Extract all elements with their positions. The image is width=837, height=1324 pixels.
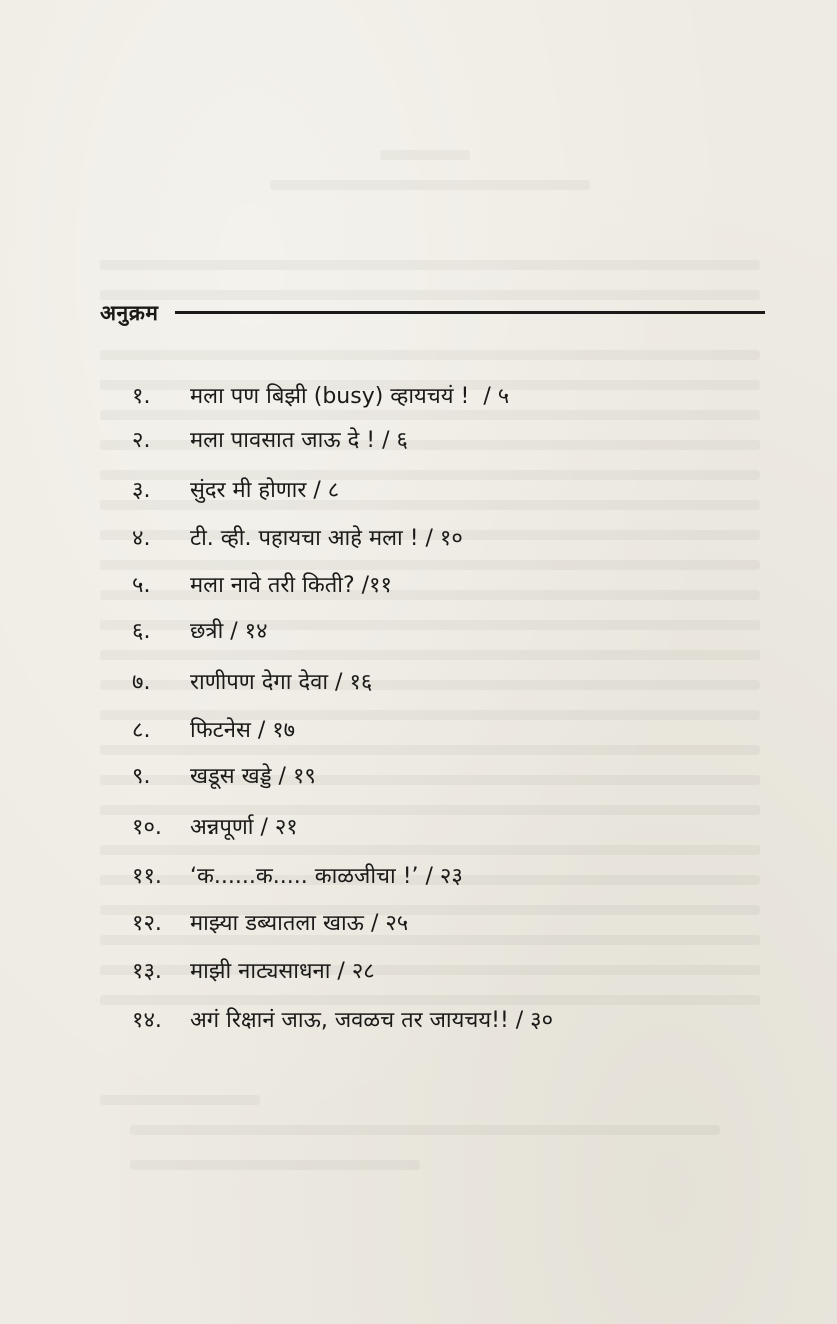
toc-entry	[132, 759, 316, 795]
entry-number: १.	[132, 384, 151, 409]
entry-title: मला पावसात जाऊ दे ! / ६	[190, 428, 408, 453]
toc-entry	[132, 954, 375, 990]
toc-entry	[132, 713, 295, 749]
toc-entry	[132, 810, 298, 846]
toc-entry	[132, 568, 392, 604]
entry-title: छत्री / १४	[190, 619, 268, 644]
toc-entry	[132, 614, 268, 650]
entry-title: फिटनेस / १७	[190, 718, 296, 743]
entry-title: टी. व्ही. पहायचा आहे मला ! / १०	[190, 526, 463, 551]
toc-title: अनुक्रम	[100, 301, 159, 325]
toc-entry	[132, 906, 408, 942]
entry-title: माझ्या डब्यातला खाऊ / २५	[190, 911, 409, 936]
entry-title: ‘क......क..... काळजीचा !’ / २३	[190, 864, 463, 889]
entry-title: सुंदर मी होणार / ८	[190, 478, 340, 503]
toc-entry	[132, 423, 408, 459]
entry-number: ९.	[132, 764, 151, 789]
entry-number: ७.	[132, 670, 151, 695]
toc-entry	[132, 379, 509, 415]
entry-title: खडूस खड्डे / १९	[190, 764, 316, 789]
toc-entry	[132, 473, 339, 509]
entry-title: अन्नपूर्णा / २१	[190, 815, 298, 840]
entry-title: राणीपण देगा देवा / १६	[190, 670, 373, 695]
entry-number: १२.	[132, 911, 162, 936]
entry-page: / ५	[483, 384, 510, 409]
toc-entry	[132, 1003, 553, 1039]
entry-number: ११.	[132, 864, 162, 889]
entry-number: ८.	[132, 718, 151, 743]
entry-title: माझी नाट्यसाधना / २८	[190, 959, 375, 984]
toc-entry	[132, 665, 372, 701]
entry-number: ४.	[132, 526, 151, 551]
entry-title: मला पण बिझी (busy) व्हायचयं !	[190, 384, 470, 409]
entry-number: ५.	[132, 573, 151, 598]
entry-number: ३.	[132, 478, 151, 503]
entry-number: १०.	[132, 815, 162, 840]
toc-entry	[132, 859, 463, 895]
entry-number: १४.	[132, 1008, 162, 1033]
entry-number: १३.	[132, 959, 162, 984]
entry-number: २.	[132, 428, 151, 453]
entry-number: ६.	[132, 619, 151, 644]
entry-title: अगं रिक्षानं जाऊ, जवळच तर जायचय!! / ३०	[190, 1008, 554, 1033]
toc-entry	[132, 521, 463, 557]
entry-title: मला नावे तरी किती? /११	[190, 573, 392, 598]
